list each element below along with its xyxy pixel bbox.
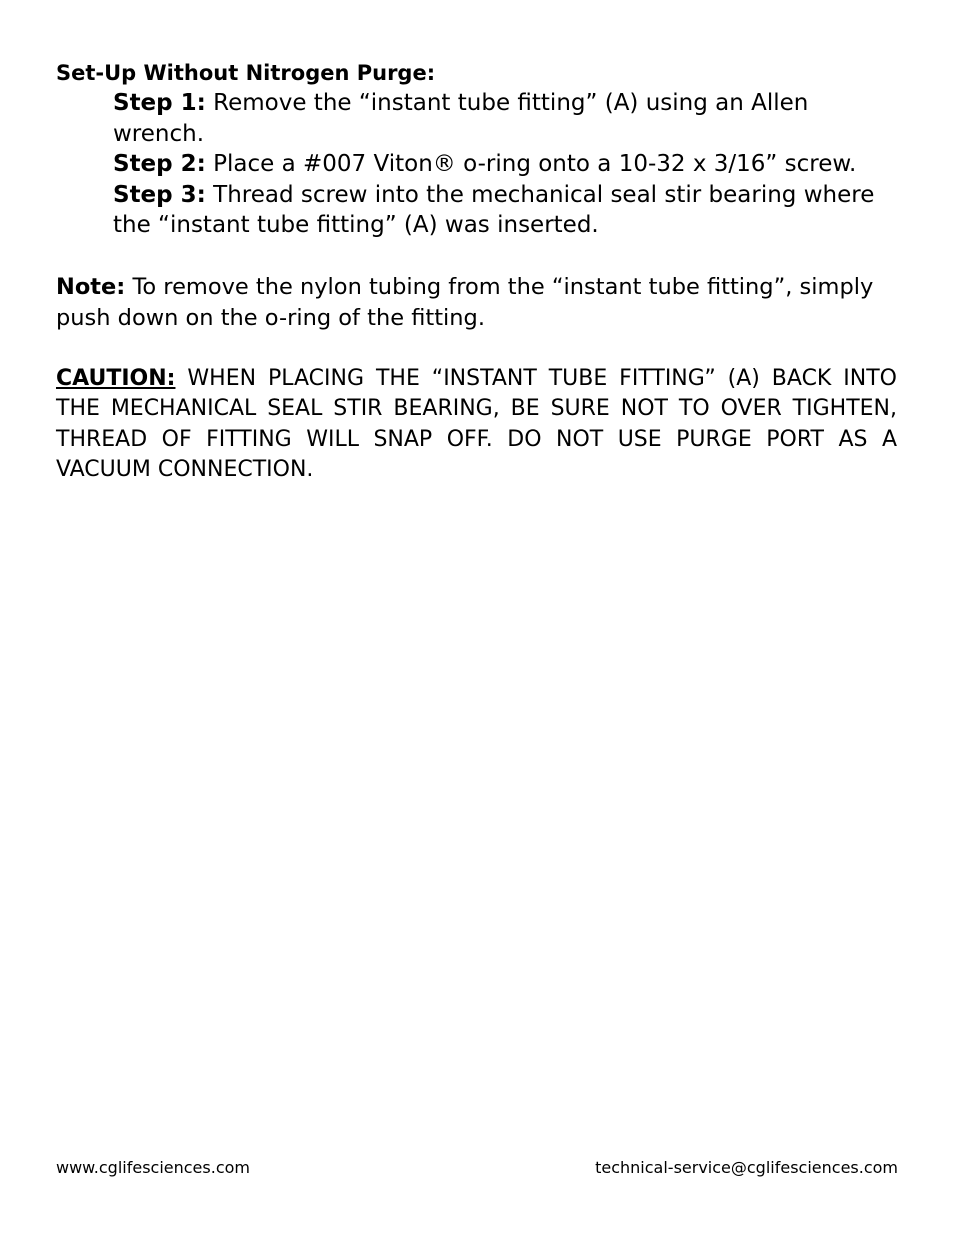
note-label: Note: xyxy=(56,273,126,300)
section-heading: Set-Up Without Nitrogen Purge: xyxy=(56,61,436,85)
step-label: Step 1: xyxy=(113,90,206,116)
note-paragraph xyxy=(56,272,897,334)
caution-text: WHEN PLACING THE “INSTANT TUBE FITTING” (A) BACK INTO THE MECHANICAL SEAL STIR BEARING, BE SURE NOT TO OVER TIGHTEN, THREAD OF FITTING WILL SNAP OFF. DO NOT USE PURGE PORT AS A VACUUM CONNECTION. xyxy=(56,365,897,482)
step-item xyxy=(113,88,897,149)
step-label: Step 2: xyxy=(113,151,206,177)
step-item xyxy=(113,180,897,241)
caution-paragraph xyxy=(56,364,897,486)
step-text: Thread screw into the mechanical seal stir bearing where the “instant tube fitting” (A) was inserted. xyxy=(113,181,875,238)
footer-email: technical-service@cglifesciences.com xyxy=(595,1158,898,1177)
step-text: Remove the “instant tube fitting” (A) using an Allen wrench. xyxy=(113,90,809,147)
document-body xyxy=(56,58,897,508)
step-text: Place a #007 Viton® o-ring onto a 10-32 x 3/16” screw. xyxy=(213,151,857,177)
step-item xyxy=(113,149,897,180)
step-label: Step 3: xyxy=(113,181,206,208)
note-text: To remove the nylon tubing from the “instant tube fitting”, simply push down on the o-ring of the fitting. xyxy=(56,273,874,331)
caution-label: CAUTION: xyxy=(56,365,176,391)
steps-list xyxy=(113,88,897,241)
footer-website: www.cglifesciences.com xyxy=(56,1158,250,1177)
